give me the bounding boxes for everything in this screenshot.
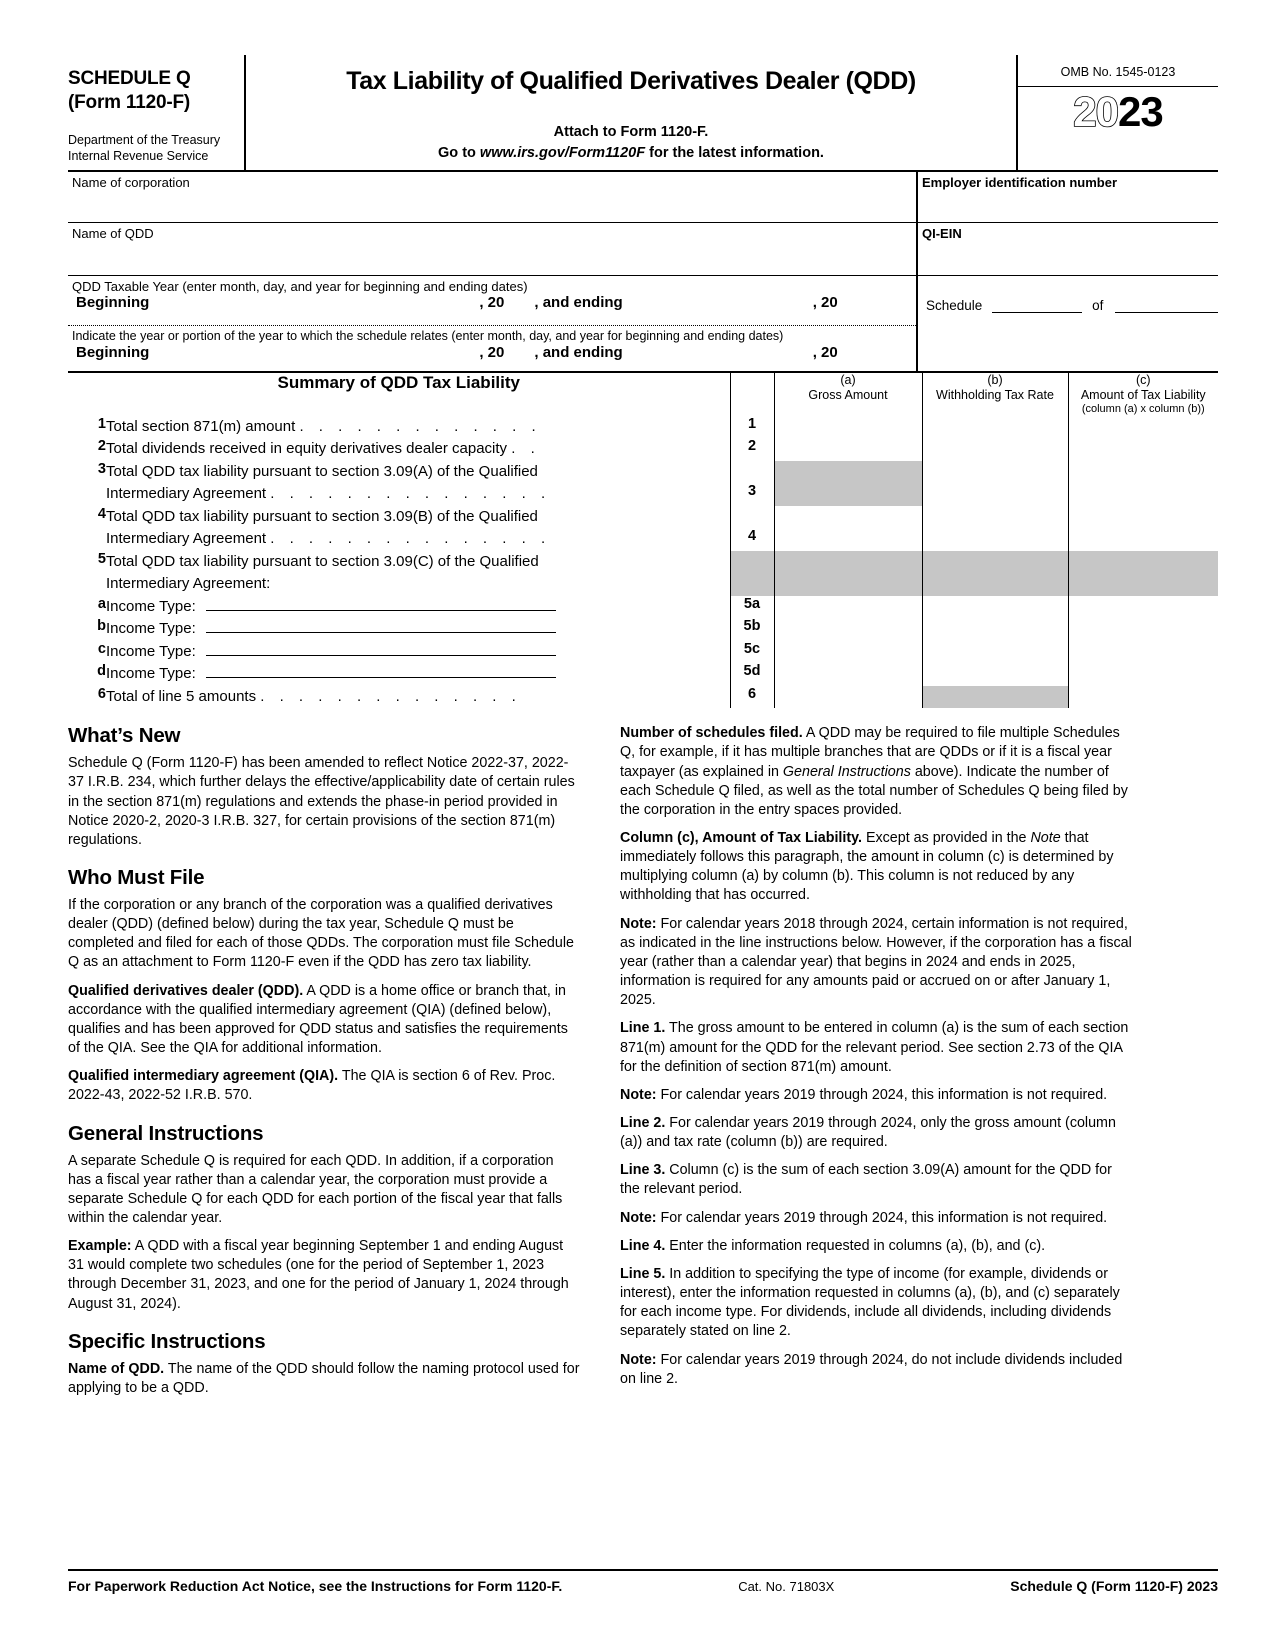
relates-dates[interactable] bbox=[68, 344, 916, 364]
note-3-label: Note: bbox=[620, 1209, 657, 1226]
masthead-left bbox=[68, 55, 246, 170]
attach-instruction: Attach to Form 1120-F. bbox=[553, 124, 709, 140]
row-6-leader: . . . . . . . . . . . . . . bbox=[260, 687, 522, 705]
note-2-paragraph bbox=[620, 1086, 1135, 1105]
summary-of-qdd-tax-liability-table bbox=[68, 373, 1218, 709]
row-4-col-c[interactable] bbox=[1068, 528, 1218, 551]
line-4-label: Line 4. bbox=[620, 1237, 666, 1254]
row-5-number: 5 bbox=[97, 550, 106, 567]
and-ending-label: , and ending bbox=[534, 294, 623, 312]
row-5-number-cont bbox=[68, 573, 106, 596]
qia-definition-text: The QIA is section 6 of Rev. Proc. 2022-43, 2022-52 I.R.B. 570. bbox=[68, 1068, 556, 1104]
beginning-label: Beginning bbox=[76, 294, 150, 312]
column-c-header bbox=[1068, 373, 1218, 416]
row-4-text-line2: Intermediary Agreement bbox=[106, 530, 267, 548]
treasury-line: Department of the Treasury bbox=[68, 132, 221, 147]
row-2-box: 2 bbox=[730, 438, 774, 461]
row-5b-col-b[interactable] bbox=[922, 618, 1068, 641]
name-of-qdd-term: Name of QDD. bbox=[68, 1360, 165, 1377]
qdd-taxable-year-label: QDD Taxable Year (enter month, day, and year for beginning and ending dates) bbox=[72, 278, 528, 294]
ein-field[interactable] bbox=[918, 172, 1218, 222]
row-3-number: 3 bbox=[97, 460, 106, 477]
note-1-paragraph bbox=[620, 915, 1135, 1011]
row-3-description bbox=[106, 461, 730, 484]
column-a-letter: (a) bbox=[840, 372, 856, 387]
row-5-box-shaded-top bbox=[730, 551, 774, 574]
row-5c-box: 5c bbox=[730, 641, 774, 664]
table-row bbox=[68, 686, 1218, 709]
row-2-col-c[interactable] bbox=[1068, 438, 1218, 461]
note-3-text: For calendar years 2019 through 2024, this information is not required. bbox=[656, 1209, 1108, 1226]
row-4-col-c-top[interactable] bbox=[1068, 506, 1218, 529]
column-b-header bbox=[922, 373, 1068, 416]
schedule-word-label: Schedule bbox=[926, 297, 983, 313]
row-1-leader: . . . . . . . . . . . . . bbox=[299, 417, 542, 435]
row-5d-box: 5d bbox=[730, 663, 774, 686]
year-prefix: 20 bbox=[1073, 88, 1118, 135]
row-5-box-shaded bbox=[730, 573, 774, 596]
row-5c-number: c bbox=[97, 640, 106, 657]
masthead-center bbox=[246, 55, 1018, 170]
example-text: A QDD with a fiscal year beginning September 1 and ending August 31 would complete two schedules (one for the period of September 1, 2023 through December 31, 2023, and one for the period of January 1, 2024 through August 31, 2024). bbox=[68, 1238, 569, 1312]
row-1-col-a[interactable] bbox=[774, 416, 922, 439]
row-3-col-a-shaded-top bbox=[774, 461, 922, 484]
row-4-description-cont bbox=[106, 528, 730, 551]
row-5a-description bbox=[106, 596, 730, 619]
general-instructions-heading: General Instructions bbox=[68, 1121, 264, 1145]
row-3-number-cont bbox=[68, 483, 106, 506]
beginning2-label: Beginning bbox=[76, 343, 150, 361]
specific-instructions-heading: Specific Instructions bbox=[68, 1329, 266, 1353]
paperwork-reduction-notice: For Paperwork Reduction Act Notice, see the Instructions for Form 1120-F. bbox=[68, 1578, 563, 1594]
row-5b-income-type-input[interactable] bbox=[206, 618, 556, 633]
qi-ein-field[interactable] bbox=[918, 223, 1218, 275]
row-3-text-line2: Intermediary Agreement bbox=[106, 485, 267, 503]
row-5-col-b-shaded bbox=[922, 573, 1068, 596]
table-row bbox=[68, 618, 1218, 641]
row-5-col-a-shaded-top bbox=[774, 551, 922, 574]
goto-suffix: for the latest information. bbox=[645, 145, 824, 161]
taxable-year-dates[interactable] bbox=[68, 294, 916, 314]
line-5-label: Line 5. bbox=[620, 1265, 666, 1282]
row-5c-description bbox=[106, 641, 730, 664]
qia-definition-term: Qualified intermediary agreement (QIA). bbox=[68, 1068, 339, 1085]
name-of-corporation-label: Name of corporation bbox=[72, 174, 190, 190]
and-ending2-label: , and ending bbox=[534, 343, 623, 361]
table-row bbox=[68, 483, 1218, 506]
instructions-right-column bbox=[620, 724, 1135, 1407]
omb-number: OMB No. 1545-0123 bbox=[1018, 55, 1218, 87]
row-5a-income-type-input[interactable] bbox=[206, 596, 556, 611]
row-5c-col-a[interactable] bbox=[774, 641, 922, 664]
row-5a-col-b[interactable] bbox=[922, 596, 1068, 619]
name-of-corporation-field[interactable] bbox=[68, 172, 918, 222]
table-row bbox=[68, 551, 1218, 574]
masthead-right bbox=[1018, 55, 1218, 170]
row-5c-col-c[interactable] bbox=[1068, 641, 1218, 664]
irs-url[interactable]: www.irs.gov/Form1120F bbox=[479, 145, 646, 161]
line-5-text: In addition to specifying the type of income (for example, dividends or interest), enter the information requested in columns (a), (b), and (c) separately for each income type. For dividends, include all dividends, including dividends separately stated on line 2. bbox=[620, 1265, 1120, 1340]
whats-new-paragraph: Schedule Q (Form 1120-F) has been amended to reflect Notice 2022-37, 2022-37 I.R.B. 234, which further delays the effective/applicability date of certain rules in the section 871(m) regulations and extends the phase-in period provided in Notice 2020-2, 2020-3 I.R.B. 327, for certain provisions of the section 871(m) regulations. bbox=[68, 755, 575, 848]
corporation-name-row bbox=[68, 172, 1218, 223]
row-3-box: 3 bbox=[730, 483, 774, 506]
row-1-col-c[interactable] bbox=[1068, 416, 1218, 439]
beginning2-year-suffix: , 20 bbox=[479, 343, 505, 361]
instructions-left-column bbox=[68, 724, 580, 1407]
row-5b-col-c[interactable] bbox=[1068, 618, 1218, 641]
row-4-box: 4 bbox=[730, 528, 774, 551]
who-must-file-heading: Who Must File bbox=[68, 865, 205, 889]
note-1-text: For calendar years 2018 through 2024, certain information is not required, as indicated in the line instructions below. However, if the corporation has a fiscal year (rather than a calendar year) that begins in 2024 and ends in 2025, information is required for any amounts paid or accrued on or after January 1, 2025. bbox=[620, 915, 1132, 1009]
schedule-count-field[interactable] bbox=[918, 276, 1218, 371]
row-4-number: 4 bbox=[97, 505, 106, 522]
schedule-number-input[interactable] bbox=[992, 298, 1082, 313]
table-row bbox=[68, 438, 1218, 461]
row-5a-number: a bbox=[97, 595, 106, 612]
row-4-box-top bbox=[730, 506, 774, 529]
row-3-col-a-shaded bbox=[774, 483, 922, 506]
row-1-description bbox=[106, 416, 730, 439]
table-row bbox=[68, 461, 1218, 484]
row-2-number: 2 bbox=[97, 438, 106, 455]
row-5-col-c-shaded bbox=[1068, 573, 1218, 596]
table-row bbox=[68, 573, 1218, 596]
line-3-label: Line 3. bbox=[620, 1162, 666, 1179]
row-4-col-a-top[interactable] bbox=[774, 506, 922, 529]
table-row bbox=[68, 416, 1218, 439]
row-4-description bbox=[106, 506, 730, 529]
row-4-leader: . . . . . . . . . . . . . . . bbox=[270, 530, 551, 548]
row-5d-income-type-input[interactable] bbox=[206, 663, 556, 678]
row-3-description-cont bbox=[106, 483, 730, 506]
irs-line: Internal Revenue Service bbox=[68, 148, 209, 163]
row-5-col-b-shaded-top bbox=[922, 551, 1068, 574]
row-6-box: 6 bbox=[730, 686, 774, 709]
schedule-relates-field[interactable] bbox=[68, 326, 916, 371]
column-c-label: Amount of Tax Liability bbox=[1080, 387, 1206, 402]
qdd-definition-term: Qualified derivatives dealer (QDD). bbox=[68, 982, 304, 999]
table-header-row bbox=[68, 373, 1218, 416]
row-4-col-b[interactable] bbox=[922, 528, 1068, 551]
qia-definition-paragraph bbox=[68, 1067, 580, 1105]
general-instructions-paragraph: A separate Schedule Q is required for each QDD. In addition, if a corporation has a fiscal year rather than a calendar year, the corporation must provide a separate Schedule Q for each QDD for each portion of the fiscal year that falls within the calendar year. bbox=[68, 1152, 563, 1226]
row-5d-description bbox=[106, 663, 730, 686]
example-label: Example: bbox=[68, 1238, 132, 1255]
qdd-definition-text: A QDD is a home office or branch that, in accordance with the qualified intermediary agreement (QIA) (defined below), qualifies and has been approved for QDD status and satisfies the requirements of the QIA. See the QIA for additional information. bbox=[68, 982, 568, 1057]
row-5-col-a-shaded bbox=[774, 573, 922, 596]
schedule-designation bbox=[68, 67, 236, 115]
row-5d-number: d bbox=[97, 663, 106, 680]
row-4-col-b-top[interactable] bbox=[922, 506, 1068, 529]
table-row bbox=[68, 528, 1218, 551]
column-c-term: Column (c), Amount of Tax Liability. bbox=[620, 829, 862, 846]
row-5-description-cont bbox=[106, 573, 730, 596]
table-row bbox=[68, 506, 1218, 529]
table-row bbox=[68, 663, 1218, 686]
beginning-year-suffix: , 20 bbox=[479, 294, 505, 312]
column-a-header bbox=[774, 373, 922, 416]
note-2-text: For calendar years 2019 through 2024, this information is not required. bbox=[656, 1086, 1108, 1103]
note-4-label: Note: bbox=[620, 1351, 657, 1368]
row-3-leader: . . . . . . . . . . . . . . . bbox=[270, 485, 551, 503]
row-1-text: Total section 871(m) amount bbox=[106, 417, 296, 435]
name-of-qdd-paragraph bbox=[68, 1360, 580, 1398]
number-of-schedules-text-1: A QDD may be required to file multiple Schedules Q, for example, if it has multiple branches that are QDDs or if it is a fiscal year taxpayer (as explained in bbox=[620, 725, 1120, 780]
table-row bbox=[68, 596, 1218, 619]
note-reference: Note bbox=[1030, 829, 1061, 846]
example-paragraph bbox=[68, 1237, 580, 1314]
row-5d-label: Income Type: bbox=[106, 665, 196, 683]
qi-ein-label: QI-EIN bbox=[922, 225, 962, 241]
row-5c-label: Income Type: bbox=[106, 642, 196, 660]
row-2-col-a[interactable] bbox=[774, 438, 922, 461]
row-5c-col-b[interactable] bbox=[922, 641, 1068, 664]
row-5d-col-a[interactable] bbox=[774, 663, 922, 686]
number-of-schedules-text-2: above). Indicate the number of each Schedule Q filed, as well as the total number of Schedules Q being filed by the corporation in the entry spaces provided. bbox=[620, 763, 1128, 818]
row-4-text-line1: Total QDD tax liability pursuant to section 3.09(B) of the Qualified bbox=[106, 507, 538, 525]
ending2-year-suffix: , 20 bbox=[812, 343, 838, 361]
tax-year bbox=[1018, 87, 1218, 133]
row-3-text-line1: Total QDD tax liability pursuant to section 3.09(A) of the Qualified bbox=[106, 462, 538, 480]
row-5b-col-a[interactable] bbox=[774, 618, 922, 641]
column-c-text-1: Except as provided in the bbox=[861, 829, 1031, 846]
row-5d-col-c[interactable] bbox=[1068, 663, 1218, 686]
who-must-file-paragraph: If the corporation or any branch of the corporation was a qualified derivatives dealer (QDD) (defined below) during the tax year, Schedule Q must be completed and filed for each of those QDDs. The corporation must file Schedule Q as an attachment to Form 1120-F even if the QDD has zero tax liability. bbox=[68, 896, 574, 971]
ein-label: Employer identification number bbox=[922, 174, 1118, 190]
row-1-box: 1 bbox=[730, 416, 774, 439]
row-3-col-b[interactable] bbox=[922, 483, 1068, 506]
table-row bbox=[68, 641, 1218, 664]
goto-instruction bbox=[256, 145, 1006, 161]
form-footer bbox=[68, 1569, 1218, 1594]
column-c-letter: (c) bbox=[1135, 372, 1151, 387]
line-5-paragraph bbox=[620, 1265, 1135, 1342]
line-1-paragraph bbox=[620, 1019, 1135, 1076]
row-5-text-line1: Total QDD tax liability pursuant to section 3.09(C) of the Qualified bbox=[106, 552, 539, 570]
row-3-col-b-top[interactable] bbox=[922, 461, 1068, 484]
form-masthead bbox=[68, 55, 1218, 172]
row-5d-col-b[interactable] bbox=[922, 663, 1068, 686]
schedule-total-input[interactable] bbox=[1115, 298, 1218, 313]
row-5b-label: Income Type: bbox=[106, 620, 196, 638]
schedule-relates-label: Indicate the year or portion of the year to which the schedule relates (enter month, day, and year for beginning and ending dates) bbox=[72, 328, 784, 343]
row-6-col-b-shaded bbox=[922, 686, 1068, 709]
line-1-text: The gross amount to be entered in column (a) is the sum of each section 871(m) amount for the QDD for the relevant period. See section 2.73 of the QIA for the definition of section 871(m) amount. bbox=[620, 1020, 1129, 1075]
row-4-col-a[interactable] bbox=[774, 528, 922, 551]
of-word-label: of bbox=[1092, 297, 1104, 313]
note-1-label: Note: bbox=[620, 915, 657, 932]
name-of-qdd-field[interactable] bbox=[68, 223, 918, 275]
row-5a-label: Income Type: bbox=[106, 597, 196, 615]
row-3-col-c[interactable] bbox=[1068, 483, 1218, 506]
row-6-number: 6 bbox=[97, 685, 106, 702]
footer-form-identifier: Schedule Q (Form 1120-F) 2023 bbox=[1010, 1578, 1218, 1594]
note-4-paragraph bbox=[620, 1351, 1135, 1389]
note-3-paragraph bbox=[620, 1209, 1135, 1228]
row-6-description bbox=[106, 686, 730, 709]
name-of-qdd-text: The name of the QDD should follow the naming protocol used for applying to be a QDD. bbox=[68, 1360, 580, 1396]
row-1-number: 1 bbox=[97, 415, 106, 432]
row-5a-box: 5a bbox=[730, 596, 774, 619]
catalog-number: Cat. No. 71803X bbox=[738, 1579, 835, 1594]
table-title: Summary of QDD Tax Liability bbox=[277, 372, 520, 392]
line-1-label: Line 1. bbox=[620, 1020, 666, 1037]
qdd-name-row bbox=[68, 223, 1218, 276]
row-5a-col-a[interactable] bbox=[774, 596, 922, 619]
ending-year-suffix: , 20 bbox=[812, 294, 838, 312]
row-5-col-c-shaded-top bbox=[1068, 551, 1218, 574]
qdd-definition-paragraph bbox=[68, 982, 580, 1059]
row-3-box-top bbox=[730, 461, 774, 484]
row-5-text-line2: Intermediary Agreement: bbox=[106, 575, 271, 593]
line-3-paragraph bbox=[620, 1161, 1135, 1199]
qdd-taxable-year-field[interactable] bbox=[68, 276, 916, 326]
agency-name bbox=[68, 132, 236, 164]
schedule-name: SCHEDULE Q bbox=[68, 68, 191, 89]
schedule-of-line[interactable] bbox=[918, 276, 1218, 313]
line-2-text: For calendar years 2019 through 2024, only the gross amount (column (a)) and tax rate (column (b)) are required. bbox=[620, 1115, 1116, 1151]
line-2-label: Line 2. bbox=[620, 1115, 666, 1131]
line-3-text: Column (c) is the sum of each section 3.09(A) amount for the QDD for the relevant period. bbox=[620, 1162, 1112, 1198]
number-of-schedules-term: Number of schedules filed. bbox=[620, 725, 803, 742]
instructions-area bbox=[68, 724, 1218, 1407]
row-5b-number: b bbox=[97, 618, 106, 635]
taxable-year-block bbox=[68, 276, 918, 371]
row-5a-col-c[interactable] bbox=[1068, 596, 1218, 619]
taxable-year-row bbox=[68, 276, 1218, 371]
form-number: (Form 1120-F) bbox=[68, 91, 190, 113]
line-4-text: Enter the information requested in columns (a), (b), and (c). bbox=[665, 1237, 1046, 1254]
number-of-schedules-paragraph bbox=[620, 724, 1135, 820]
row-5-description bbox=[106, 551, 730, 574]
year-suffix: 23 bbox=[1118, 88, 1163, 135]
row-6-text: Total of line 5 amounts bbox=[106, 687, 257, 705]
row-5b-description bbox=[106, 618, 730, 641]
row-4-number-cont bbox=[68, 528, 106, 551]
note-4-text: For calendar years 2019 through 2024, do not include dividends included on line 2. bbox=[620, 1351, 1123, 1387]
line-4-paragraph bbox=[620, 1237, 1135, 1256]
form-title: Tax Liability of Qualified Derivatives Dealer (QDD) bbox=[346, 67, 916, 95]
line-number-header bbox=[730, 373, 774, 416]
column-b-letter: (b) bbox=[987, 372, 1003, 387]
column-c-sublabel: (column (a) x column (b)) bbox=[1081, 402, 1205, 415]
whats-new-heading: What’s New bbox=[68, 724, 181, 748]
row-2-description bbox=[106, 438, 730, 461]
column-b-label: Withholding Tax Rate bbox=[936, 387, 1054, 402]
note-2-label: Note: bbox=[620, 1086, 657, 1103]
goto-prefix: Go to bbox=[438, 145, 480, 161]
line-2-paragraph bbox=[620, 1114, 1135, 1152]
row-2-leader: . . bbox=[511, 440, 541, 458]
row-3-col-c-top[interactable] bbox=[1068, 461, 1218, 484]
row-1-col-b[interactable] bbox=[922, 416, 1068, 439]
column-c-text-2: that immediately follows this paragraph, the amount in column (c) is determined by multiplying column (a) by column (b). This column is not reduced by any withholding that has occurred. bbox=[620, 829, 1114, 904]
name-of-qdd-label: Name of QDD bbox=[72, 225, 154, 241]
row-6-col-a[interactable] bbox=[774, 686, 922, 709]
row-6-col-c[interactable] bbox=[1068, 686, 1218, 709]
row-2-text: Total dividends received in equity derivatives dealer capacity bbox=[106, 440, 508, 458]
entry-grid bbox=[68, 172, 1218, 373]
row-5b-box: 5b bbox=[730, 618, 774, 641]
row-5c-income-type-input[interactable] bbox=[206, 641, 556, 656]
column-a-label: Gross Amount bbox=[808, 387, 888, 402]
row-2-col-b[interactable] bbox=[922, 438, 1068, 461]
general-instructions-reference: General Instructions bbox=[782, 763, 911, 780]
column-c-paragraph bbox=[620, 829, 1135, 906]
